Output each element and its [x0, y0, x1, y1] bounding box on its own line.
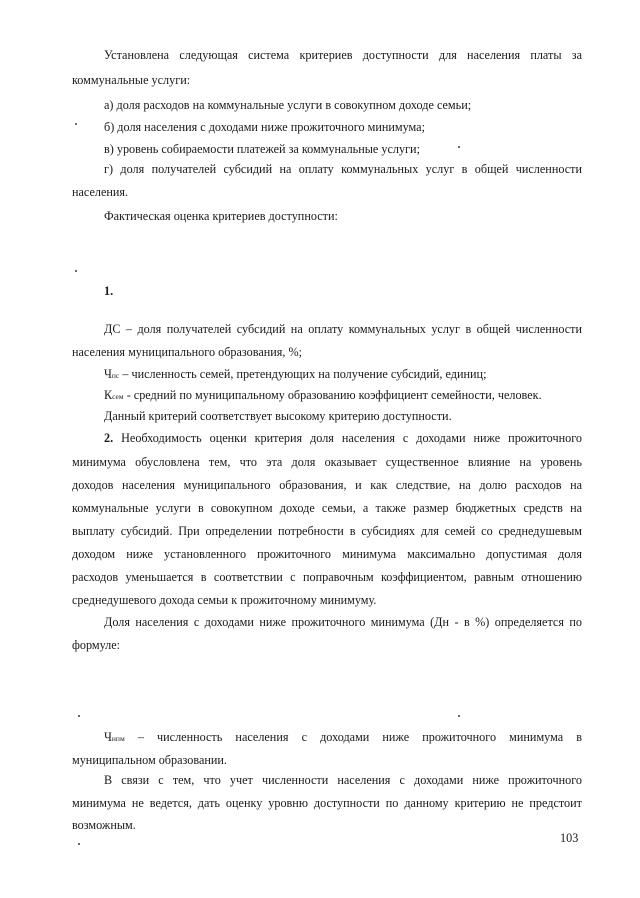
ds-definition-line-1: ДС – доля получателей субсидий на оплату коммунальных услуг в общей численности: [104, 322, 582, 336]
chps-definition: [104, 367, 486, 383]
final-line-3: возможным.: [72, 818, 136, 832]
chnpm-definition-line-1: Чнпм – численность населения с доходами ниже прожиточного минимума в: [104, 730, 582, 744]
section-2-line-3: доходов населения муниципального образования, и как следствие, на долю расходов на: [72, 478, 582, 492]
chps-subscript: пс: [111, 371, 120, 380]
intro-line-2: коммунальные услуги:: [72, 73, 191, 87]
section-2-line-6: доходом ниже установленного прожиточного минимума максимально допустимая доля: [72, 547, 582, 561]
scan-speck: [458, 715, 460, 717]
section-2-line-1: 2. Необходимость оценки критерия доля населения с доходами ниже прожиточного: [104, 431, 582, 445]
criterion-a: а) доля расходов на коммунальные услуги в совокупном доходе семьи;: [104, 98, 472, 112]
assessment-heading: Фактическая оценка критериев доступности:: [104, 209, 338, 223]
final-line-1: В связи с тем, что учет численности населения с доходами ниже прожиточного: [104, 773, 582, 787]
section-1-number: 1.: [104, 284, 114, 298]
criterion-c: в) уровень собираемости платежей за коммунальные услуги;: [104, 142, 420, 156]
ksem-subscript: сем: [112, 392, 124, 401]
chnpm-symbol: Ч: [104, 730, 112, 744]
final-line-2: минимума не ведется, дать оценку уровню доступности по данному критерию не предстоит: [72, 796, 582, 810]
ksem-symbol: К: [104, 388, 113, 402]
criterion-d-line-2: населения.: [72, 185, 129, 199]
chps-symbol: Ч: [104, 367, 112, 381]
chnpm-definition-line-2: муниципальном образовании.: [72, 753, 227, 767]
page-number: 103: [560, 831, 579, 845]
intro-line-1: Установлена следующая система критериев доступности для населения платы за: [104, 48, 582, 62]
scan-speck: [458, 146, 460, 148]
section-2-line-7: расходов уменьшается в соответствии с поправочным коэффициентом, равным отношению: [72, 570, 582, 584]
ksem-text: - средний по муниципальному образованию коэффициент семейности, человек.: [123, 388, 542, 402]
section-1-conclusion: Данный критерий соответствует высокому критерию доступности.: [104, 409, 452, 423]
section-2-line-5: выплату субсидий. При определении потребности в субсидиях для семей со среднедушевым: [72, 524, 582, 538]
section-2-line-8: среднедушевого дохода семьи к прожиточному минимуму.: [72, 593, 377, 607]
formula-intro-line-2: формуле:: [72, 638, 121, 652]
scan-speck: [78, 715, 80, 717]
section-2-line-4: коммунальные услуги в совокупном доходе семьи, а также размер бюджетных средств на: [72, 501, 582, 515]
scan-speck: [78, 843, 80, 845]
chps-text: – численность семей, претендующих на получение субсидий, единиц;: [119, 367, 487, 381]
section-2-line-2: минимума обусловлена тем, что эта доля оказывает существенное влияние на уровень: [72, 455, 582, 469]
chnpm-subscript: нпм: [111, 734, 125, 743]
scan-speck: [75, 123, 77, 125]
ds-definition-line-2: населения муниципального образования, %;: [72, 345, 303, 359]
ksem-definition: [104, 388, 542, 404]
scan-speck: [75, 270, 77, 272]
formula-intro-line-1: Доля населения с доходами ниже прожиточного минимума (Дн - в %) определяется по: [104, 615, 582, 629]
criterion-d-line-1: г) доля получателей субсидий на оплату коммунальных услуг в общей численности: [104, 162, 582, 176]
criterion-b: б) доля населения с доходами ниже прожиточного минимума;: [104, 120, 425, 134]
section-2-number: 2.: [104, 431, 114, 445]
